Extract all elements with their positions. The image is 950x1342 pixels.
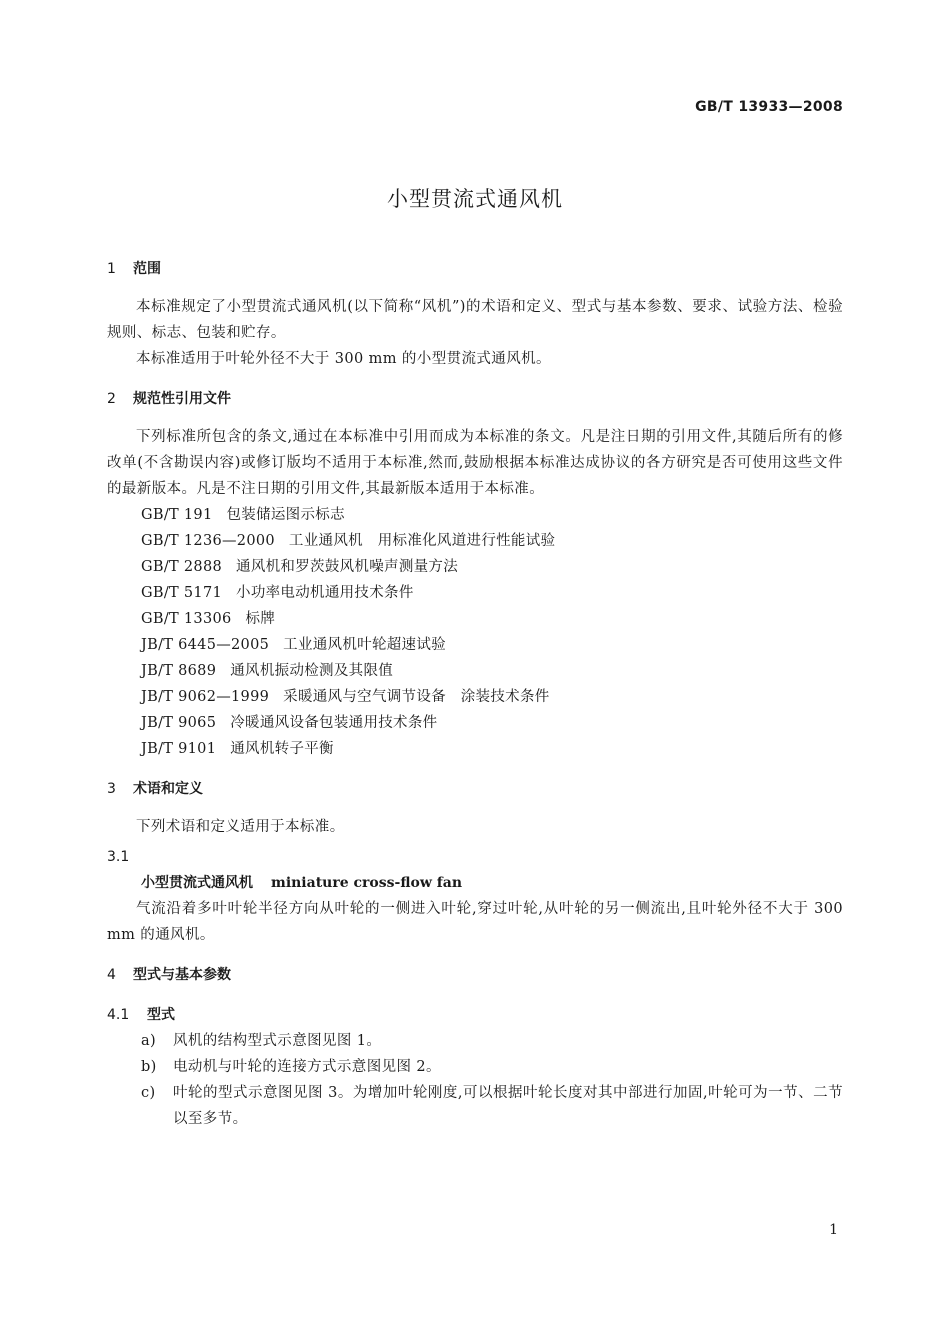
- section-heading-4: [107, 962, 843, 988]
- reference-item: [107, 736, 843, 762]
- item-mark: b): [141, 1059, 157, 1075]
- term-english: miniature cross-flow fan: [271, 875, 463, 891]
- reference-item: [107, 658, 843, 684]
- section-number: 1: [107, 261, 116, 277]
- reference-code: GB/T 2888: [141, 559, 223, 575]
- section-title: 术语和定义: [133, 781, 203, 797]
- list-item: [107, 1028, 843, 1054]
- reference-item: [107, 502, 843, 528]
- reference-item: [107, 528, 843, 554]
- subsection-number: 4.1: [107, 1007, 130, 1023]
- section-heading-3: [107, 776, 843, 802]
- paragraph: 下列标准所包含的条文,通过在本标准中引用而成为本标准的条文。凡是注日期的引用文件,其随后所有的修改单(不含勘误内容)或修订版均不适用于本标准,然而,鼓励根据本标准达成协议的各方研究是否可使用这些文件的最新版本。凡是不注日期的引用文件,其最新版本适用于本标准。: [107, 429, 843, 497]
- reference-code: GB/T 191: [141, 507, 213, 523]
- reference-item: [107, 710, 843, 736]
- reference-code: JB/T 6445—2005: [141, 637, 270, 653]
- reference-code: GB/T 5171: [141, 585, 223, 601]
- subclause-number: 3.1: [107, 849, 130, 865]
- reference-code: JB/T 9062—1999: [141, 689, 270, 705]
- section-title: 范围: [133, 261, 161, 277]
- paragraph: 下列术语和定义适用于本标准。: [136, 819, 345, 835]
- item-list: [107, 1028, 843, 1132]
- reference-title: 工业通风机 用标准化风道进行性能试验: [288, 533, 556, 549]
- reference-code: JB/T 8689: [141, 663, 217, 679]
- reference-code: JB/T 9065: [141, 715, 217, 731]
- item-text: 电动机与叶轮的连接方式示意图见图 2。: [173, 1059, 441, 1075]
- reference-item: [107, 632, 843, 658]
- reference-list: [107, 502, 843, 762]
- list-item: [107, 1054, 843, 1080]
- reference-item: [107, 554, 843, 580]
- reference-item: [107, 684, 843, 710]
- subsection-title: 型式: [147, 1007, 175, 1023]
- item-mark: c): [141, 1085, 156, 1101]
- section-title: 型式与基本参数: [133, 967, 231, 983]
- list-item: [107, 1080, 843, 1132]
- term-definition: 气流沿着多叶叶轮半径方向从叶轮的一侧进入叶轮,穿过叶轮,从叶轮的另一侧流出,且叶轮外径不大于 300 mm 的通风机。: [107, 901, 843, 943]
- standard-number: GB/T 13933—2008: [695, 99, 843, 115]
- section-number: 4: [107, 967, 116, 983]
- item-mark: a): [141, 1033, 157, 1049]
- document-title: 小型贯流式通风机: [387, 187, 563, 211]
- reference-title: 通风机转子平衡: [230, 741, 334, 757]
- reference-title: 小功率电动机通用技术条件: [236, 585, 414, 601]
- reference-title: 工业通风机叶轮超速试验: [283, 637, 446, 653]
- paragraph: 本标准适用于叶轮外径不大于 300 mm 的小型贯流式通风机。: [136, 351, 551, 367]
- page-number: 1: [829, 1222, 838, 1238]
- section-number: 3: [107, 781, 116, 797]
- reference-title: 冷暖通风设备包装通用技术条件: [230, 715, 438, 731]
- item-text: 风机的结构型式示意图见图 1。: [173, 1033, 382, 1049]
- section-number: 2: [107, 391, 116, 407]
- item-text: 叶轮的型式示意图见图 3。为增加叶轮刚度,可以根据叶轮长度对其中部进行加固,叶轮可为一节、二节以至多节。: [173, 1085, 843, 1127]
- section-title: 规范性引用文件: [133, 391, 231, 407]
- reference-item: [107, 580, 843, 606]
- reference-code: JB/T 9101: [141, 741, 217, 757]
- reference-title: 标牌: [245, 611, 276, 627]
- reference-code: GB/T 1236—2000: [141, 533, 275, 549]
- document-body: [107, 256, 843, 1132]
- reference-title: 采暖通风与空气调节设备 涂装技术条件: [283, 689, 550, 705]
- term-entry: [107, 870, 843, 896]
- reference-title: 包装储运图示标志: [226, 507, 345, 523]
- section-heading-2: [107, 386, 843, 412]
- section-heading-1: [107, 256, 843, 282]
- reference-item: [107, 606, 843, 632]
- term-chinese: 小型贯流式通风机: [141, 875, 253, 891]
- reference-title: 通风机和罗茨鼓风机噪声测量方法: [236, 559, 459, 575]
- subsection-heading-4-1: [107, 1002, 843, 1028]
- reference-title: 通风机振动检测及其限值: [230, 663, 394, 679]
- reference-code: GB/T 13306: [141, 611, 232, 627]
- paragraph: 本标准规定了小型贯流式通风机(以下简称“风机”)的术语和定义、型式与基本参数、要求、试验方法、检验规则、标志、包装和贮存。: [107, 299, 843, 341]
